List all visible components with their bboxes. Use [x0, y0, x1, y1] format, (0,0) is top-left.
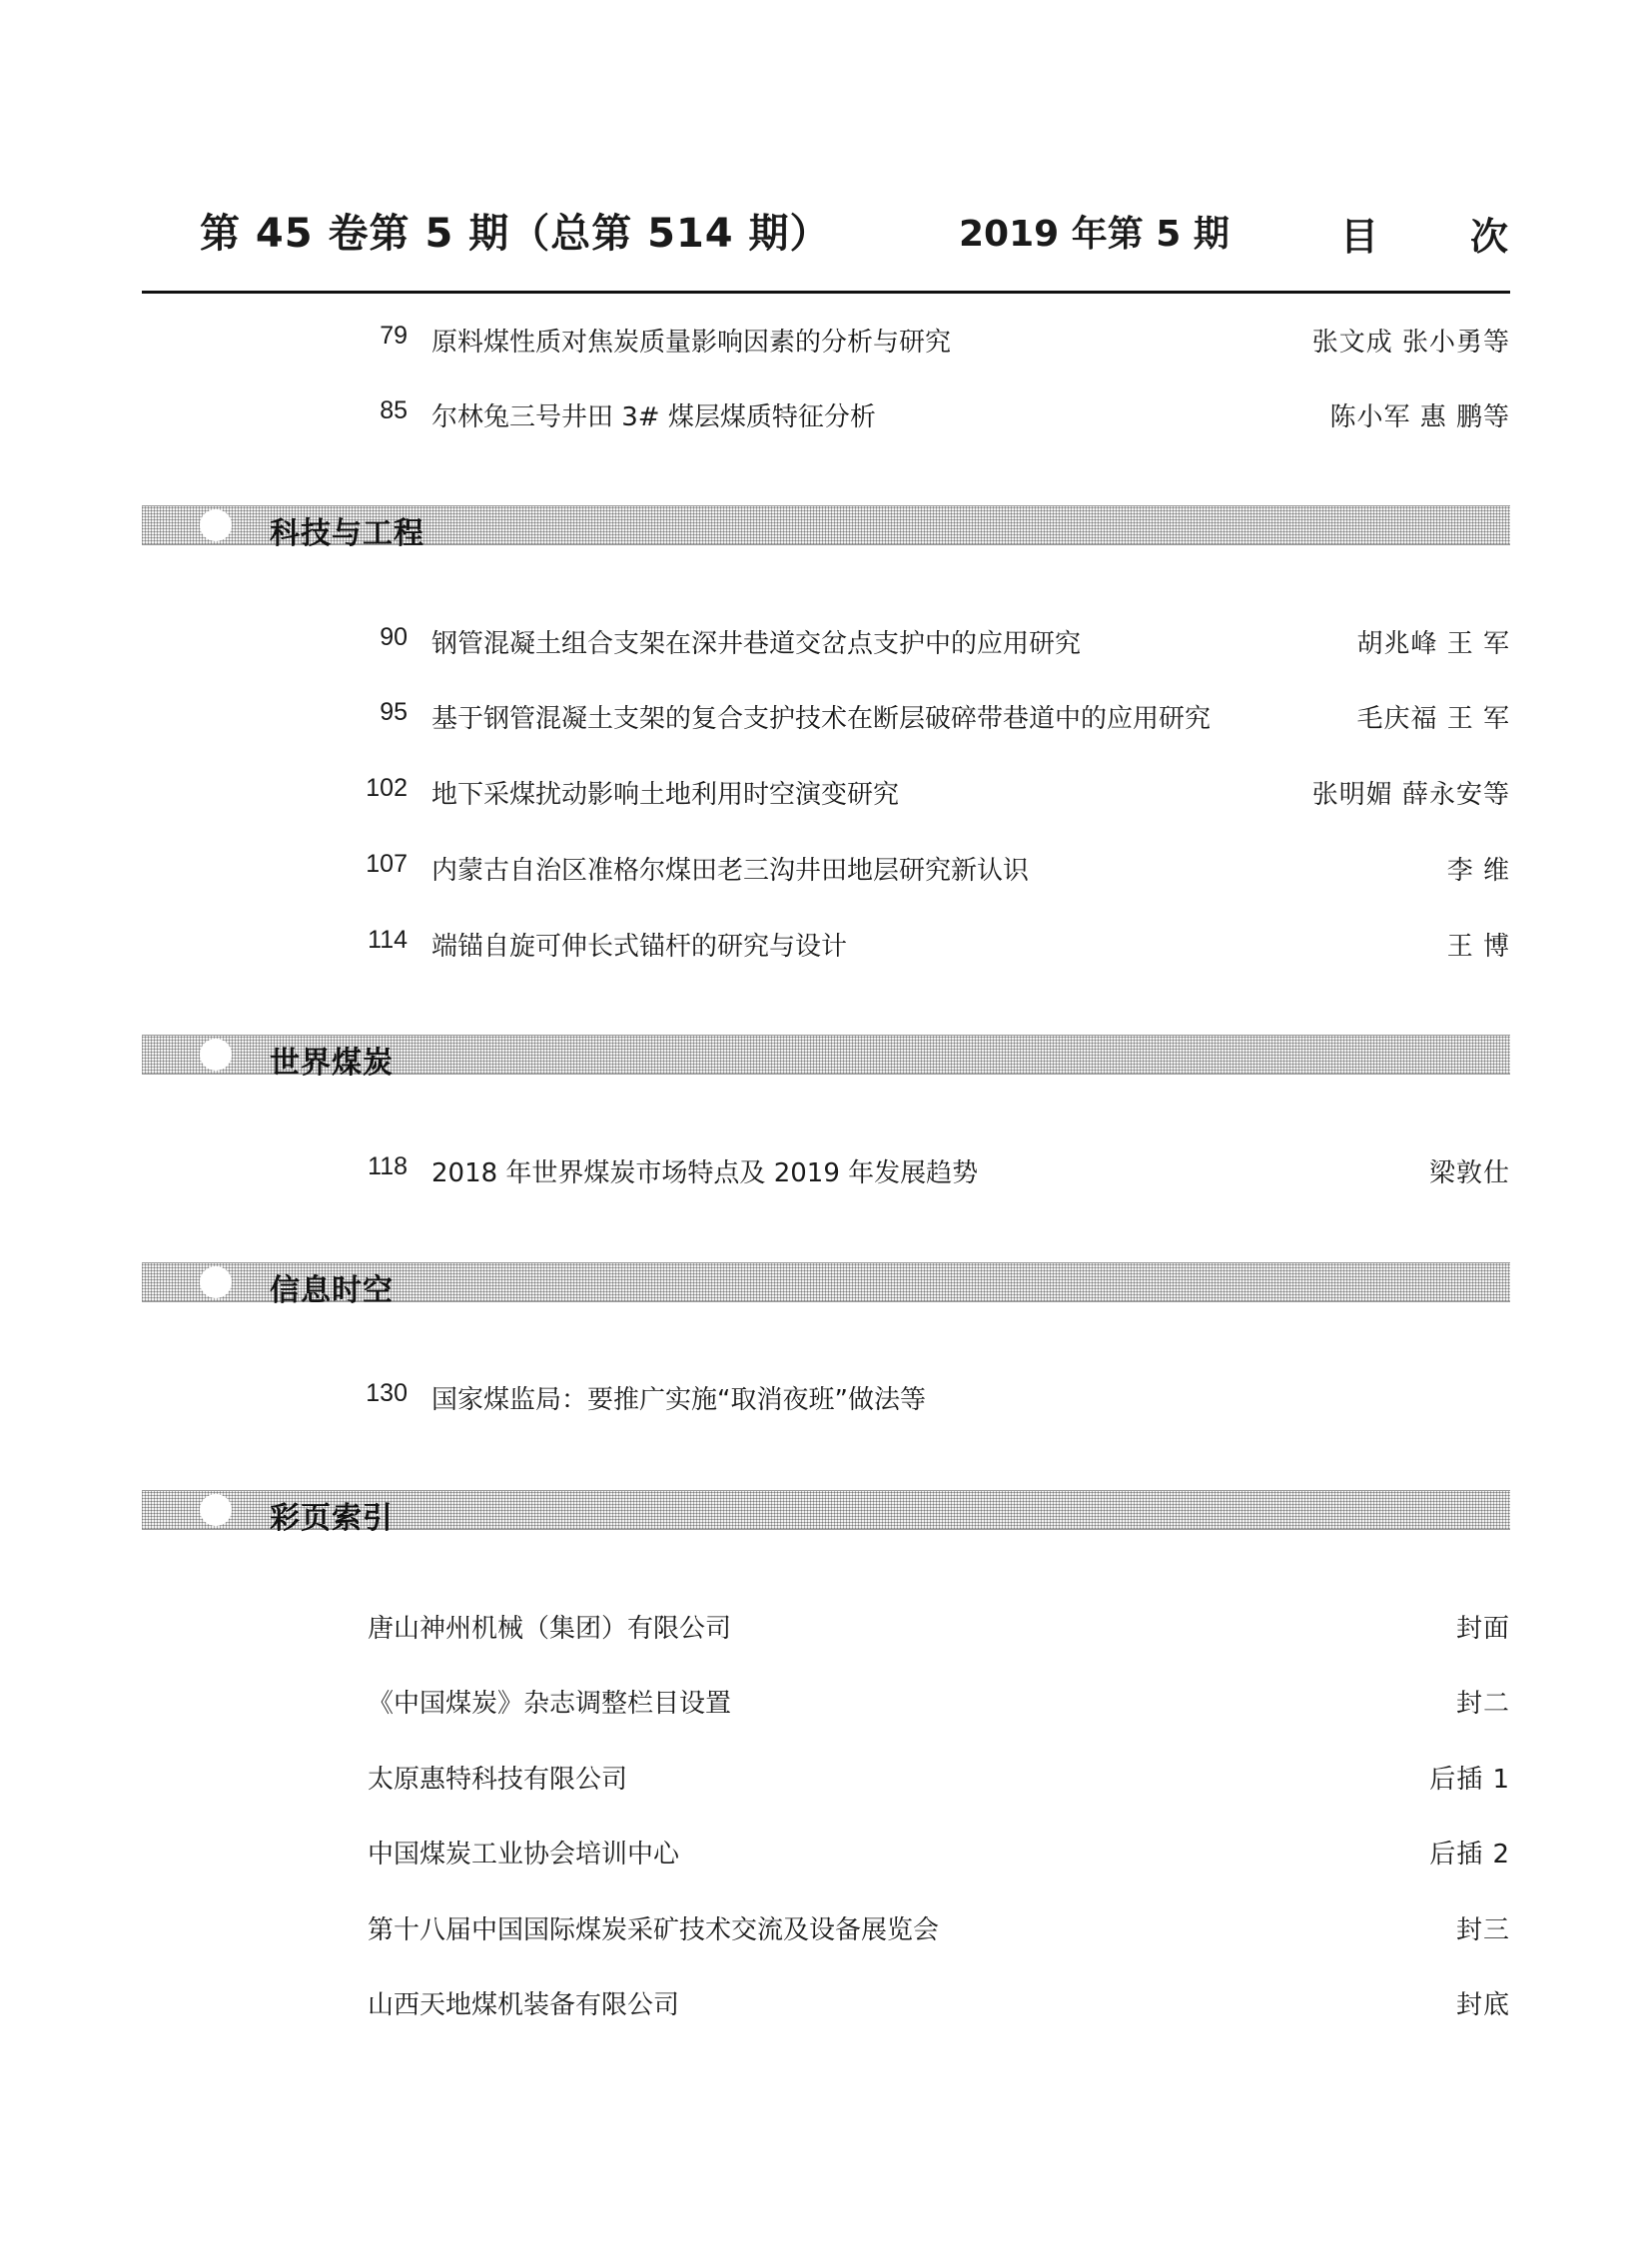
section-bar-world-coal	[142, 1035, 1510, 1081]
section-bar-color-pages	[142, 1490, 1510, 1536]
article-authors: 毛庆福 王 军	[1356, 704, 1510, 734]
article-title: 尔林兔三号井田 3# 煤层煤质特征分析	[431, 402, 876, 432]
article-title: 2018 年世界煤炭市场特点及 2019 年发展趋势	[431, 1158, 979, 1188]
article-title: 端锚自旋可伸长式锚杆的研究与设计	[431, 932, 848, 962]
article-authors: 梁敦仕	[1428, 1158, 1510, 1188]
page-position: 封三	[1455, 1915, 1510, 1945]
issue-label: 2019 年第 5 期	[959, 214, 1230, 255]
article-title: 内蒙古自治区准格尔煤田老三沟井田地层研究新认识	[431, 856, 1030, 886]
section-dot-icon	[200, 1039, 232, 1071]
page-number: 114	[368, 926, 408, 954]
advertiser-name: 中国煤炭工业协会培训中心	[368, 1840, 680, 1869]
advertiser-name: 第十八届中国国际煤炭采矿技术交流及设备展览会	[368, 1915, 940, 1945]
volume-label: 第 45 卷第 5 期（总第 514 期）	[200, 211, 831, 257]
section-label: 科技与工程	[270, 516, 424, 551]
toc-entry[interactable]	[0, 318, 1652, 358]
toc-entry[interactable]	[0, 846, 1652, 886]
toc-header	[142, 190, 1510, 270]
section-bar-tech-engineering	[142, 505, 1510, 551]
article-authors: 胡兆峰 王 军	[1356, 629, 1510, 659]
section-label: 信息时空	[270, 1273, 394, 1308]
page-position: 封二	[1455, 1689, 1510, 1719]
article-authors: 王 博	[1446, 932, 1510, 962]
advertiser-name: 山西天地煤机装备有限公司	[368, 1990, 680, 2020]
toc-entry[interactable]	[0, 694, 1652, 734]
page-position: 封底	[1455, 1990, 1510, 2020]
page-number: 118	[368, 1152, 408, 1180]
toc-entry[interactable]	[0, 770, 1652, 810]
article-authors: 李 维	[1446, 856, 1510, 886]
ad-index-entry[interactable]	[0, 1604, 1652, 1644]
article-title: 地下采煤扰动影响土地利用时空演变研究	[431, 780, 900, 810]
article-authors: 张文成 张小勇等	[1311, 328, 1510, 358]
advertiser-name: 唐山神州机械（集团）有限公司	[368, 1614, 732, 1644]
article-title: 钢管混凝土组合支架在深井巷道交岔点支护中的应用研究	[431, 629, 1082, 659]
advertiser-name: 《中国煤炭》杂志调整栏目设置	[368, 1689, 732, 1719]
article-title: 原料煤性质对焦炭质量影响因素的分析与研究	[431, 328, 952, 358]
page-number: 85	[380, 396, 408, 424]
section-dot-icon	[200, 1494, 232, 1526]
page-position: 封面	[1455, 1614, 1510, 1644]
toc-entry[interactable]	[0, 1375, 1652, 1415]
section-dot-icon	[200, 1266, 232, 1298]
advertiser-name: 太原惠特科技有限公司	[368, 1765, 628, 1795]
page-number: 90	[380, 623, 408, 651]
toc-entry[interactable]	[0, 619, 1652, 659]
ad-index-entry[interactable]	[0, 1905, 1652, 1945]
ad-index-entry[interactable]	[0, 1679, 1652, 1719]
article-authors: 陈小军 惠 鹏等	[1329, 402, 1510, 432]
article-title: 基于钢管混凝土支架的复合支护技术在断层破碎带巷道中的应用研究	[431, 704, 1212, 734]
page-position: 后插 2	[1429, 1840, 1510, 1869]
toc-entry[interactable]	[0, 1148, 1652, 1188]
page-number: 130	[366, 1379, 408, 1407]
page-number: 107	[366, 850, 408, 878]
contents-title-part2: 次	[1470, 215, 1509, 259]
ad-index-entry[interactable]	[0, 1830, 1652, 1869]
page-number: 95	[380, 698, 408, 726]
page-number: 79	[380, 322, 408, 350]
page-number: 102	[366, 774, 408, 802]
article-title: 国家煤监局：要推广实施“取消夜班”做法等	[431, 1385, 926, 1415]
ad-index-entry[interactable]	[0, 1980, 1652, 2020]
header-rule	[142, 291, 1510, 294]
contents-title-part1: 目	[1340, 215, 1379, 259]
article-authors: 张明媚 薛永安等	[1311, 780, 1510, 810]
toc-entry[interactable]	[0, 392, 1652, 432]
ad-index-entry[interactable]	[0, 1755, 1652, 1795]
page-position: 后插 1	[1429, 1765, 1510, 1795]
toc-entry[interactable]	[0, 922, 1652, 962]
section-bar-info	[142, 1262, 1510, 1308]
section-label: 世界煤炭	[270, 1046, 394, 1081]
section-label: 彩页索引	[270, 1501, 394, 1536]
section-dot-icon	[200, 509, 232, 541]
